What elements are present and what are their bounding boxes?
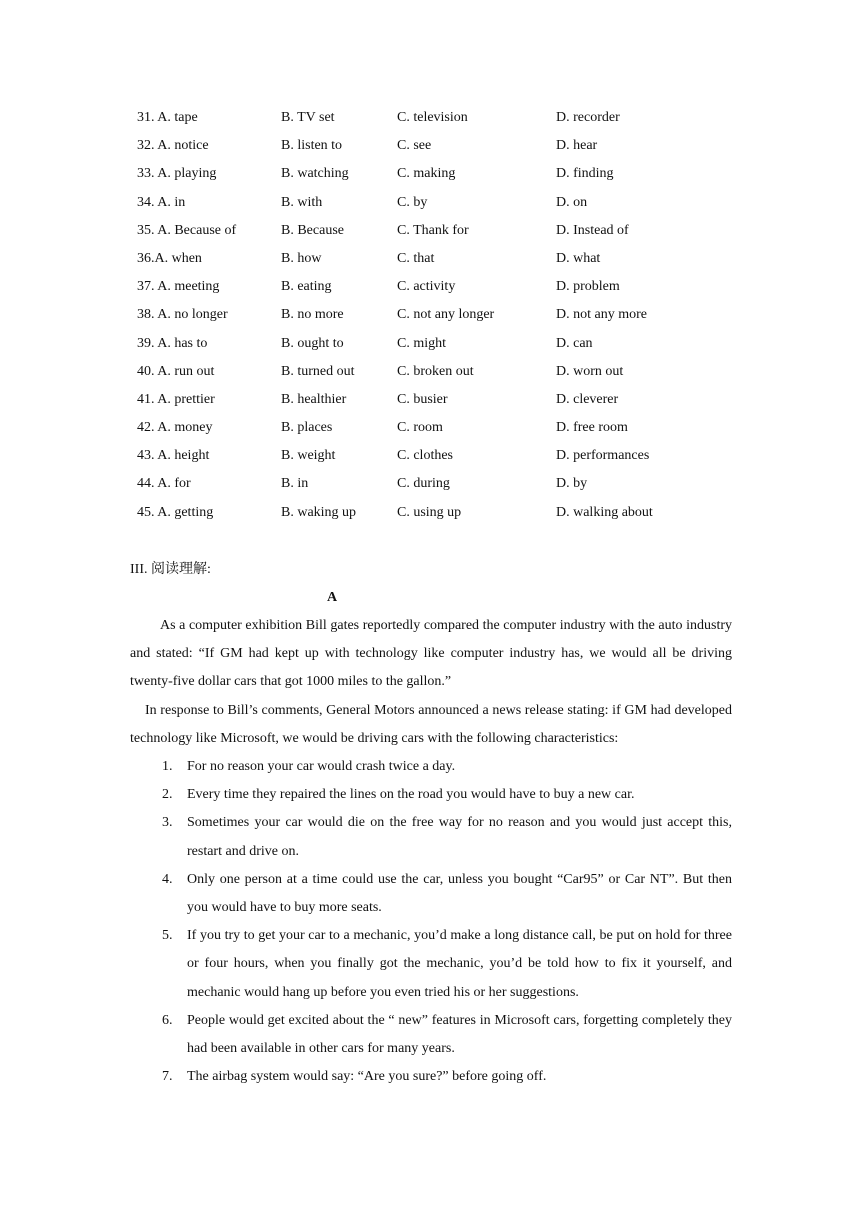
option-row bbox=[0, 245, 860, 273]
option-d: D. by bbox=[556, 476, 588, 492]
list-item-number: 2. bbox=[162, 787, 173, 803]
option-c: C. by bbox=[397, 194, 428, 210]
option-c: C. making bbox=[397, 166, 456, 182]
option-a: 33. A. playing bbox=[137, 166, 217, 182]
option-row bbox=[0, 414, 860, 442]
option-a: 31. A. tape bbox=[137, 110, 198, 125]
list-item bbox=[130, 866, 732, 922]
list-item-text: The airbag system would say: “Are you sure?” before going off. bbox=[187, 1069, 547, 1085]
section-heading: III. 阅读理解: bbox=[130, 562, 211, 577]
list-item bbox=[130, 781, 732, 809]
option-c: C. during bbox=[397, 476, 450, 492]
list-item-number: 5. bbox=[162, 928, 173, 944]
option-d: D. performances bbox=[556, 448, 650, 464]
list-item-number: 7. bbox=[162, 1069, 173, 1085]
option-d: D. worn out bbox=[556, 363, 624, 379]
option-d: D. hear bbox=[556, 138, 598, 154]
option-row bbox=[0, 217, 860, 245]
list-item bbox=[130, 1007, 732, 1063]
list-item-text: If you try to get your car to a mechanic, you’d make a long distance call, be put on hold for three or four hours, when you finally got the mechanic, you’d be told how to fix it yourself, and mechanic would hang up before you even tried his or her suggestions. bbox=[187, 928, 732, 1000]
option-row bbox=[0, 273, 860, 301]
option-b: B. watching bbox=[281, 166, 349, 182]
option-row bbox=[0, 386, 860, 414]
list-item bbox=[130, 1063, 732, 1091]
option-d: D. can bbox=[556, 335, 593, 351]
answer-options bbox=[0, 104, 860, 527]
option-d: D. problem bbox=[556, 279, 620, 295]
list-item-number: 6. bbox=[162, 1012, 173, 1028]
option-d: D. not any more bbox=[556, 307, 647, 323]
option-a: 36.A. when bbox=[137, 250, 202, 266]
option-b: B. how bbox=[281, 250, 322, 266]
option-row bbox=[0, 330, 860, 358]
option-d: D. what bbox=[556, 250, 601, 266]
option-row bbox=[0, 499, 860, 527]
option-d: D. Instead of bbox=[556, 222, 629, 238]
list-item-text: Every time they repaired the lines on the road you would have to buy a new car. bbox=[187, 787, 635, 803]
option-b: B. waking up bbox=[281, 504, 357, 520]
option-d: D. cleverer bbox=[556, 391, 619, 407]
option-c: C. television bbox=[397, 110, 468, 125]
option-c: C. activity bbox=[397, 279, 456, 295]
option-row bbox=[0, 160, 860, 188]
option-b: B. in bbox=[281, 476, 309, 492]
option-b: B. no more bbox=[281, 307, 344, 323]
option-row bbox=[0, 104, 860, 132]
option-b: B. weight bbox=[281, 448, 336, 464]
option-c: C. room bbox=[397, 420, 443, 436]
option-a: 42. A. money bbox=[137, 420, 213, 436]
option-c: C. might bbox=[397, 335, 447, 351]
option-a: 38. A. no longer bbox=[137, 307, 228, 323]
option-c: C. see bbox=[397, 138, 432, 154]
option-c: C. using up bbox=[397, 504, 462, 520]
option-c: C. busier bbox=[397, 391, 448, 407]
option-b: B. TV set bbox=[281, 110, 335, 125]
characteristics-list bbox=[130, 753, 732, 1091]
option-a: 34. A. in bbox=[137, 194, 186, 210]
option-row bbox=[0, 301, 860, 329]
list-item bbox=[130, 809, 732, 865]
list-item-text: Only one person at a time could use the car, unless you bought “Car95” or Car NT”. But then you would have to buy more seats. bbox=[187, 871, 732, 916]
option-b: B. listen to bbox=[281, 138, 343, 154]
passage-paragraph: In response to Bill’s comments, General Motors announced a news release stating: if GM had developed technology like Microsoft, we would be driving cars with the following characteristics: bbox=[130, 702, 732, 746]
option-b: B. turned out bbox=[281, 363, 355, 379]
option-d: D. walking about bbox=[556, 504, 653, 520]
option-row bbox=[0, 470, 860, 498]
option-a: 39. A. has to bbox=[137, 335, 208, 351]
list-item-text: Sometimes your car would die on the free way for no reason and you would just accept this, restart and drive on. bbox=[187, 815, 732, 859]
passage-title: A bbox=[327, 590, 338, 605]
option-d: D. recorder bbox=[556, 110, 620, 125]
list-item bbox=[130, 753, 732, 781]
option-d: D. free room bbox=[556, 420, 628, 436]
option-row bbox=[0, 189, 860, 217]
option-a: 43. A. height bbox=[137, 448, 210, 464]
list-item-number: 3. bbox=[162, 815, 173, 831]
option-b: B. places bbox=[281, 420, 333, 436]
option-a: 45. A. getting bbox=[137, 504, 214, 520]
option-b: B. healthier bbox=[281, 391, 347, 407]
option-c: C. broken out bbox=[397, 363, 474, 379]
list-item bbox=[130, 922, 732, 1007]
option-c: C. that bbox=[397, 250, 435, 266]
passage-paragraph: As a computer exhibition Bill gates reportedly compared the computer industry with the auto industry and stated: “If GM had kept up with technology like computer industry has, we would all be driving twenty-five dollar cars that got 1000 miles to the gallon.” bbox=[130, 618, 732, 690]
option-row bbox=[0, 132, 860, 160]
option-d: D. finding bbox=[556, 166, 614, 182]
option-a: 32. A. notice bbox=[137, 138, 209, 154]
option-row bbox=[0, 358, 860, 386]
option-c: C. clothes bbox=[397, 448, 453, 464]
option-a: 35. A. Because of bbox=[137, 222, 237, 238]
option-a: 40. A. run out bbox=[137, 363, 215, 379]
option-a: 37. A. meeting bbox=[137, 279, 220, 295]
list-item-number: 4. bbox=[162, 871, 173, 887]
option-b: B. eating bbox=[281, 279, 332, 295]
option-b: B. Because bbox=[281, 222, 344, 238]
option-a: 41. A. prettier bbox=[137, 391, 215, 407]
option-b: B. ought to bbox=[281, 335, 344, 351]
reading-passage bbox=[130, 612, 732, 1091]
option-b: B. with bbox=[281, 194, 323, 210]
option-c: C. not any longer bbox=[397, 307, 495, 323]
list-item-text: People would get excited about the “ new” features in Microsoft cars, forgetting completely they had been available in other cars for many years. bbox=[187, 1012, 732, 1057]
option-row bbox=[0, 442, 860, 470]
option-c: C. Thank for bbox=[397, 222, 469, 238]
option-a: 44. A. for bbox=[137, 476, 191, 492]
option-d: D. on bbox=[556, 194, 588, 210]
list-item-number: 1. bbox=[162, 759, 173, 775]
list-item-text: For no reason your car would crash twice a day. bbox=[187, 759, 456, 775]
